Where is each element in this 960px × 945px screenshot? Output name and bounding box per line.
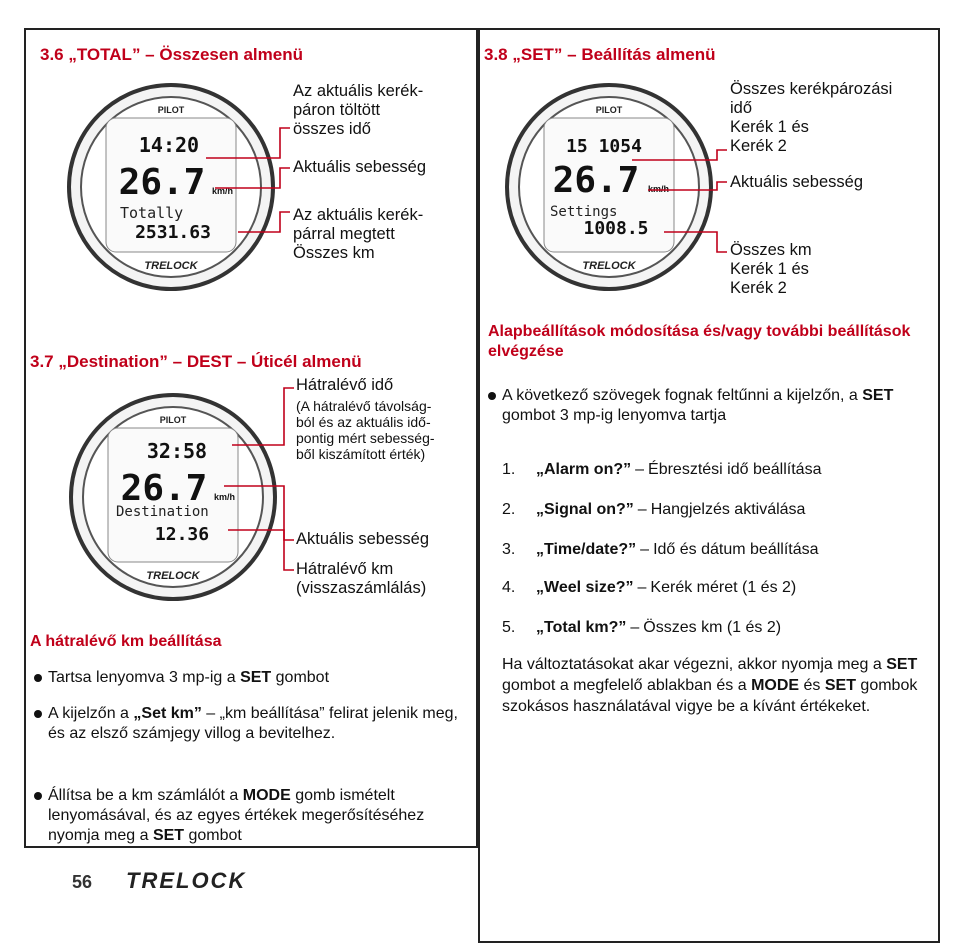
dest-label-speed: Aktuális sebesség [296, 530, 429, 548]
dest-label-note: (A hátralévő távolság- ból és az aktuális idő- pontig mért sebesség- ből kiszámított érték) [296, 398, 435, 462]
km-step-2: A kijelzőn a „Set km” – „km beállítása” felirat jelenik meg, és az elsző számjegy villog a bevitelhez. [34, 704, 458, 744]
display-time: 14:20 [138, 133, 200, 157]
display-unit: km/h [214, 492, 236, 502]
display-mode: Destination [116, 504, 209, 520]
page-number: 56 [72, 872, 93, 892]
set-option-4: 4. „Weel size?” – Kerék méret (1 és 2) [502, 579, 797, 596]
display-time: 15 1054 [566, 136, 642, 157]
display-mode: Settings [550, 204, 618, 220]
set-closing-text: Ha változtatásokat akar végezni, akkor nyomja meg a SET gombot a megfelelő ablakban és a MODE és SET gombok szokásos használatával vigye be a kívánt értékeket. [502, 656, 918, 715]
set-label-total-km: Összes km Kerék 1 és Kerék 2 [730, 241, 812, 297]
pilot-label: PILOT [157, 105, 185, 115]
display-speed: 26.7 [118, 162, 206, 203]
display-value: 2531.63 [135, 222, 211, 243]
display-unit: km/h [212, 186, 234, 196]
display-speed: 26.7 [552, 160, 640, 201]
set-leader-lines [0, 0, 960, 300]
display-value: 12.36 [154, 524, 210, 545]
display-speed: 26.7 [120, 468, 208, 509]
km-setting-title: A hátralévő km beállítása [30, 633, 222, 650]
device-brand: TRELOCK [582, 260, 636, 272]
km-step-1: Tartsa lenyomva 3 mp-ig a SET gombot [34, 668, 458, 688]
set-option-5: 5. „Total km?” – Összes km (1 és 2) [502, 619, 782, 636]
device-brand: TRELOCK [146, 570, 200, 582]
display-time: 32:58 [146, 439, 208, 463]
pilot-label: PILOT [595, 105, 623, 115]
total-section-title: 3.6 „TOTAL” – Összesen almenü [40, 45, 303, 64]
total-label-km: Az aktuális kerék- párral megtett Összes km [293, 206, 424, 262]
dest-label-remaining-km: Hátralévő km (visszaszámlálás) [296, 560, 427, 597]
km-step-3: Állítsa be a km számlálót a MODE gomb ismételt lenyomásával, és az egyes értékek megerősítéséhez nyomja meg a SET gombot [34, 786, 458, 844]
set-label-total-time: Összes kerékpározási idő Kerék 1 és Kerék 2 [730, 80, 893, 155]
display-unit: km/h [648, 184, 670, 194]
total-label-time: Az aktuális kerék- páron töltött összes idő [293, 82, 424, 138]
set-section-title: 3.8 „SET” – Beállítás almenü [484, 45, 716, 64]
footer-brand-logo: TRELOCK [126, 868, 247, 893]
display-value: 1008.5 [583, 218, 649, 239]
set-option-2: 2. „Signal on?” – Hangjelzés aktiválása [502, 501, 806, 518]
set-subheading: Alapbeállítások módosítása és/vagy további beállítások elvégzése [488, 323, 911, 360]
set-intro-bullet: A következő szövegek fognak feltűnni a kijelzőn, a SET gombot 3 mp-ig lenyomva tartja [488, 386, 922, 426]
set-label-speed: Aktuális sebesség [730, 173, 863, 191]
dest-label-remaining-time: Hátralévő idő [296, 376, 394, 394]
device-brand: TRELOCK [144, 260, 198, 272]
display-mode: Totally [120, 204, 184, 222]
set-option-3: 3. „Time/date?” – Idő és dátum beállítása [502, 541, 819, 558]
pilot-label: PILOT [159, 415, 187, 425]
total-label-speed: Aktuális sebesség [293, 158, 426, 176]
dest-section-title: 3.7 „Destination” – DEST – Úticél almenü [30, 352, 362, 371]
set-option-1: 1. „Alarm on?” – Ébresztési idő beállítása [502, 461, 822, 478]
